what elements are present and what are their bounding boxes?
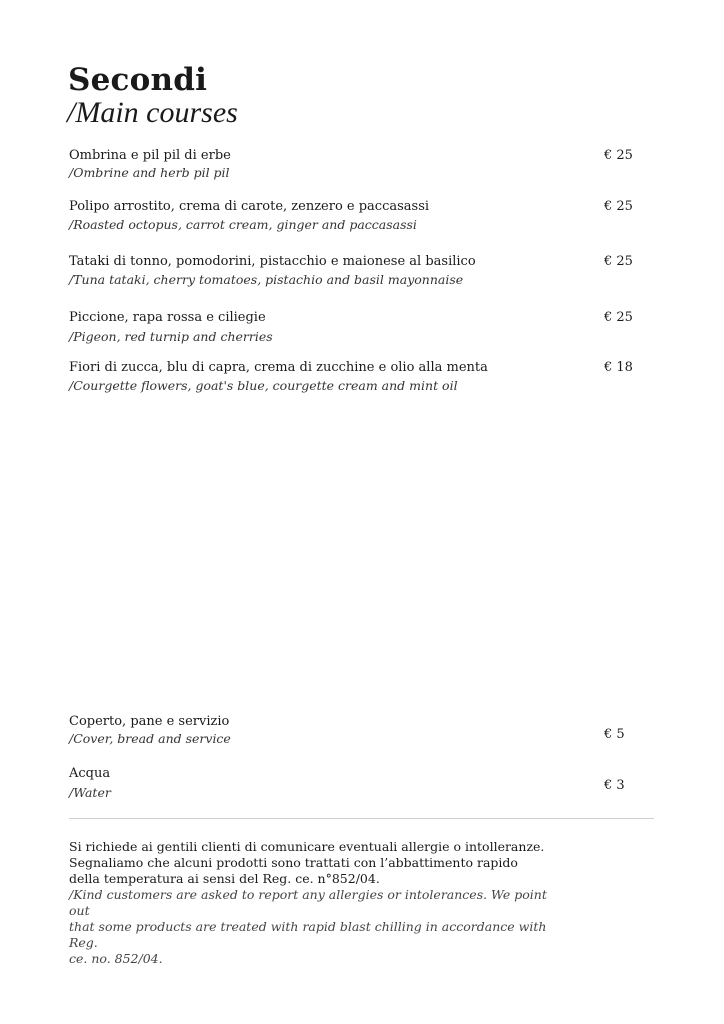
extra-item <box>69 765 649 801</box>
allergy-notice-english: /Kind customers are asked to report any allergies or intolerances. We point out that some products are treated with rapid blast chilling in accordance with Reg. ce. no. 852/04. <box>69 887 547 966</box>
menu-item <box>69 309 649 345</box>
page-subtitle: /Main courses <box>67 96 238 129</box>
menu-item-price: € 25 <box>604 310 633 325</box>
menu-item-translation: /Courgette flowers, goat's blue, courgette cream and mint oil <box>69 378 458 393</box>
menu-item-name: Tataki di tonno, pomodorini, pistacchio e maionese al basilico <box>69 254 476 269</box>
menu-item-name: Piccione, rapa rossa e ciliegie <box>69 310 266 325</box>
extra-item <box>69 713 649 747</box>
extra-item-translation: /Cover, bread and service <box>69 731 231 746</box>
menu-item-price: € 18 <box>604 360 633 375</box>
menu-item-price: € 25 <box>604 199 633 214</box>
menu-item-name: Fiori di zucca, blu di capra, crema di zucchine e olio alla menta <box>69 360 488 375</box>
divider <box>69 818 654 819</box>
menu-item-translation: /Roasted octopus, carrot cream, ginger and paccasassi <box>69 217 417 232</box>
extra-item-name: Coperto, pane e servizio <box>69 714 230 729</box>
menu-item <box>69 359 649 394</box>
menu-item <box>69 253 649 288</box>
menu-item-name: Ombrina e pil pil di erbe <box>69 148 231 163</box>
allergy-notice <box>69 839 569 967</box>
extra-item-price: € 5 <box>604 727 625 742</box>
menu-item-translation: /Ombrine and herb pil pil <box>69 165 230 180</box>
menu-item-translation: /Tuna tataki, cherry tomatoes, pistachio and basil mayonnaise <box>69 272 464 287</box>
extra-item-price: € 3 <box>604 778 625 793</box>
menu-item-price: € 25 <box>604 148 633 163</box>
extra-item-name: Acqua <box>69 766 111 781</box>
menu-item <box>69 147 649 181</box>
extra-item-translation: /Water <box>69 785 111 800</box>
menu-item-name: Polipo arrostito, crema di carote, zenzero e paccasassi <box>69 199 430 214</box>
page-title: Secondi <box>68 62 208 98</box>
menu-item <box>69 198 649 233</box>
allergy-notice-italian: Si richiede ai gentili clienti di comunicare eventuali allergie o intolleranze. Segnaliamo che alcuni prodotti sono trattati con l’abbattimento rapido della temperatura ai sensi del Reg. ce. n°852/04. <box>69 839 545 886</box>
menu-item-translation: /Pigeon, red turnip and cherries <box>69 329 273 344</box>
menu-item-price: € 25 <box>604 254 633 269</box>
